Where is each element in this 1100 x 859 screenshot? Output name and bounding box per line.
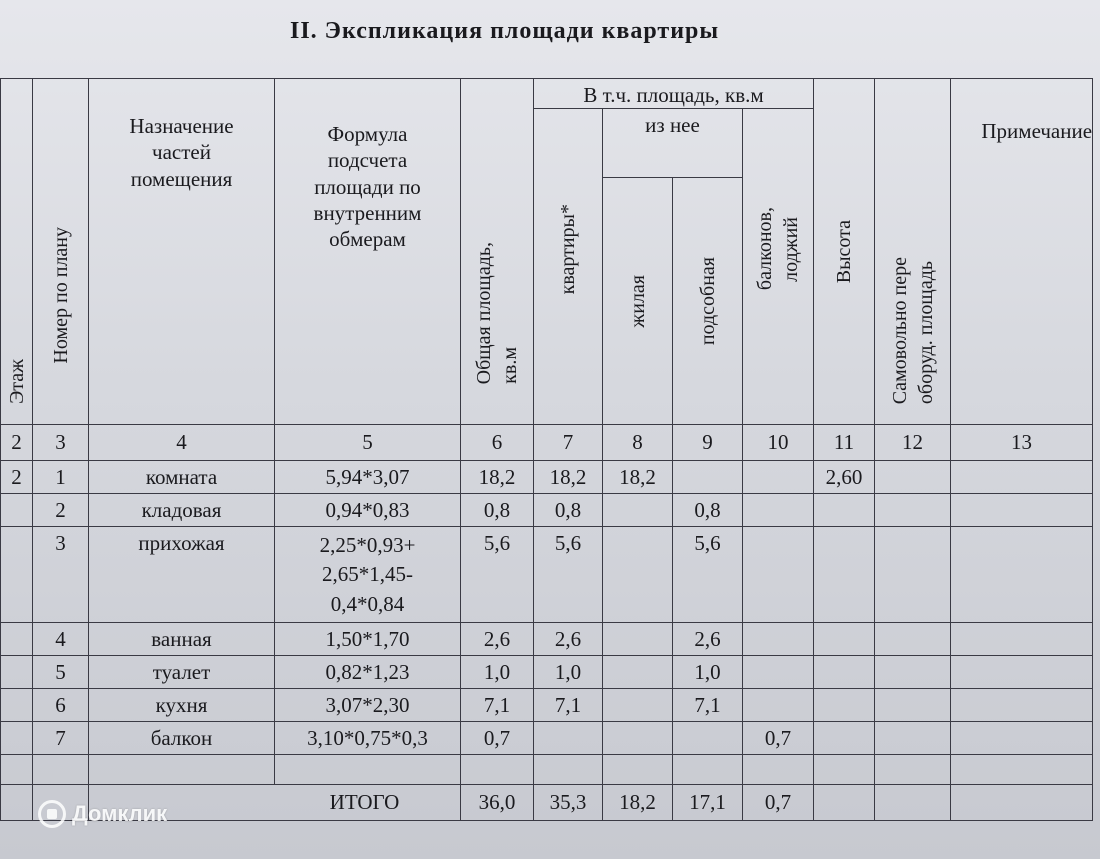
cell-total: 0,8 (461, 494, 534, 527)
cell-room-name: кухня (89, 689, 275, 722)
cell-auxiliary (673, 461, 743, 494)
cell-room-name: туалет (89, 656, 275, 689)
document-title: II. Экспликация площади квартиры (290, 18, 720, 44)
cell-living (603, 623, 673, 656)
header-self-equipped: Самовольно пере оборуд. площадь (875, 79, 951, 425)
cell-self-equipped (875, 527, 951, 623)
cell-floor: 2 (1, 461, 33, 494)
cell-balcony (743, 461, 814, 494)
cell-height (814, 623, 875, 656)
cell-note (951, 527, 1093, 623)
cell-note (951, 689, 1093, 722)
table-row (1, 527, 1093, 623)
cell-plan-no: 6 (33, 689, 89, 722)
cell-room-name: кладовая (89, 494, 275, 527)
cell-note (951, 494, 1093, 527)
cell-formula: 0,82*1,23 (275, 656, 461, 689)
cell-room-name: ванная (89, 623, 275, 656)
cell-note (951, 461, 1093, 494)
header-floor: Этаж (1, 79, 33, 425)
table-row (1, 656, 1093, 689)
cell-note (951, 623, 1093, 656)
cell-self-equipped (875, 689, 951, 722)
header-height: Высота (814, 79, 875, 425)
cell-living (603, 527, 673, 623)
cell-self-equipped (875, 623, 951, 656)
cell-auxiliary: 7,1 (673, 689, 743, 722)
table-row (1, 461, 1093, 494)
cell-floor (1, 689, 33, 722)
cell-auxiliary (673, 722, 743, 755)
cell-balcony (743, 494, 814, 527)
cell-auxiliary: 2,6 (673, 623, 743, 656)
cell-note (951, 656, 1093, 689)
cell-self-equipped (875, 656, 951, 689)
col-num: 4 (89, 425, 275, 461)
cell-living: 18,2 (603, 461, 673, 494)
header-auxiliary: подсобная (673, 178, 743, 425)
domclick-logo-icon (38, 800, 66, 828)
cell-apartment: 1,0 (534, 656, 603, 689)
cell-apartment: 5,6 (534, 527, 603, 623)
header-purpose: Назначение частей помещения (89, 79, 275, 425)
cell-floor (1, 722, 33, 755)
cell-note (951, 722, 1093, 755)
cell-self-equipped (875, 461, 951, 494)
header-formula: Формула подсчета площади по внутренним обмерам (275, 79, 461, 425)
cell-room-name: прихожая (89, 527, 275, 623)
col-num: 13 (951, 425, 1093, 461)
cell-apartment: 0,8 (534, 494, 603, 527)
total-auxiliary-sum: 17,1 (673, 785, 743, 821)
watermark-logo (38, 800, 167, 828)
col-num: 9 (673, 425, 743, 461)
cell-apartment: 18,2 (534, 461, 603, 494)
cell-plan-no: 7 (33, 722, 89, 755)
table-row (1, 689, 1093, 722)
cell-formula: 1,50*1,70 (275, 623, 461, 656)
cell-floor (1, 527, 33, 623)
cell-height (814, 689, 875, 722)
cell-floor (1, 656, 33, 689)
cell-plan-no: 1 (33, 461, 89, 494)
header-of-which: из нее (603, 109, 743, 178)
explication-table (0, 78, 1093, 821)
cell-self-equipped (875, 494, 951, 527)
cell-total: 18,2 (461, 461, 534, 494)
cell-floor (1, 494, 33, 527)
col-num: 11 (814, 425, 875, 461)
cell-height: 2,60 (814, 461, 875, 494)
col-num: 12 (875, 425, 951, 461)
cell-plan-no: 2 (33, 494, 89, 527)
cell-formula: 5,94*3,07 (275, 461, 461, 494)
col-num: 6 (461, 425, 534, 461)
cell-living (603, 656, 673, 689)
header-including-area: В т.ч. площадь, кв.м (534, 79, 814, 109)
cell-living (603, 494, 673, 527)
cell-auxiliary: 0,8 (673, 494, 743, 527)
cell-balcony (743, 623, 814, 656)
cell-self-equipped (875, 722, 951, 755)
col-num: 2 (1, 425, 33, 461)
total-area-sum: 36,0 (461, 785, 534, 821)
header-apartments: квартиры* (534, 109, 603, 425)
cell-formula: 0,94*0,83 (275, 494, 461, 527)
col-num: 8 (603, 425, 673, 461)
cell-total: 7,1 (461, 689, 534, 722)
header-living: жилая (603, 178, 673, 425)
cell-total: 2,6 (461, 623, 534, 656)
cell-plan-no: 4 (33, 623, 89, 656)
cell-total: 5,6 (461, 527, 534, 623)
cell-height (814, 656, 875, 689)
header-balconies: балконов, лоджий (743, 109, 814, 425)
watermark-text: Домклик (72, 801, 168, 826)
table-row-empty (1, 755, 1093, 785)
header-plan-number: Номер по плану (33, 79, 89, 425)
cell-height (814, 722, 875, 755)
cell-balcony (743, 689, 814, 722)
cell-plan-no: 5 (33, 656, 89, 689)
cell-formula: 2,25*0,93+ 2,65*1,45- 0,4*0,84 (275, 527, 461, 623)
total-living-sum: 18,2 (603, 785, 673, 821)
cell-auxiliary: 5,6 (673, 527, 743, 623)
cell-total: 0,7 (461, 722, 534, 755)
cell-balcony (743, 527, 814, 623)
total-apartment-sum: 35,3 (534, 785, 603, 821)
cell-auxiliary: 1,0 (673, 656, 743, 689)
cell-balcony: 0,7 (743, 722, 814, 755)
cell-formula: 3,10*0,75*0,3 (275, 722, 461, 755)
cell-formula: 3,07*2,30 (275, 689, 461, 722)
cell-plan-no: 3 (33, 527, 89, 623)
header-note: Примечание (951, 79, 1093, 425)
total-balcony-sum: 0,7 (743, 785, 814, 821)
header-total-area: Общая площадь, кв.м (461, 79, 534, 425)
cell-height (814, 494, 875, 527)
total-label: ИТОГО (89, 785, 461, 821)
column-number-row (1, 425, 1093, 461)
cell-apartment (534, 722, 603, 755)
cell-floor (1, 623, 33, 656)
cell-height (814, 527, 875, 623)
col-num: 10 (743, 425, 814, 461)
cell-room-name: балкон (89, 722, 275, 755)
cell-living (603, 689, 673, 722)
table-row (1, 623, 1093, 656)
col-num: 5 (275, 425, 461, 461)
cell-apartment: 7,1 (534, 689, 603, 722)
cell-apartment: 2,6 (534, 623, 603, 656)
table-row (1, 494, 1093, 527)
col-num: 7 (534, 425, 603, 461)
cell-room-name: комната (89, 461, 275, 494)
col-num: 3 (33, 425, 89, 461)
cell-total: 1,0 (461, 656, 534, 689)
cell-balcony (743, 656, 814, 689)
table-row (1, 722, 1093, 755)
cell-living (603, 722, 673, 755)
